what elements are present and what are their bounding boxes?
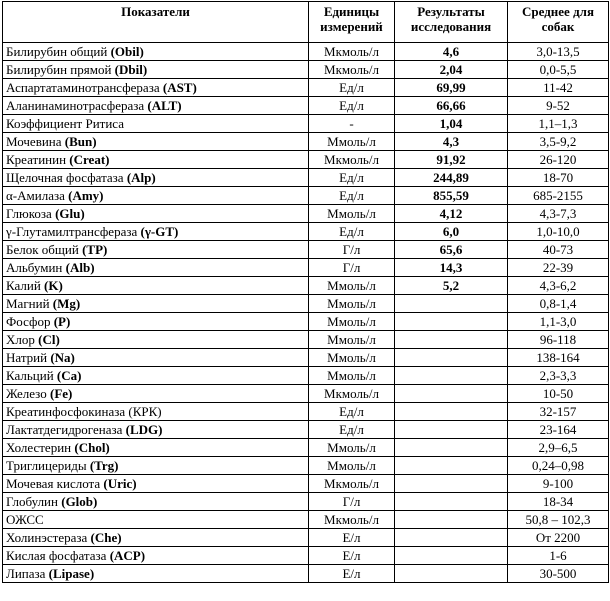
indicator-cell [3, 439, 309, 457]
indicator-name: Глюкоза [6, 206, 52, 221]
norm-cell: 0,0-5,5 [508, 61, 609, 79]
table-row [3, 511, 609, 529]
result-cell: 91,92 [395, 151, 508, 169]
unit-cell: Г/л [309, 493, 395, 511]
unit-cell: Ммоль/л [309, 349, 395, 367]
indicator-name: α-Амилаза [6, 188, 65, 203]
indicator-name: Калий [6, 278, 41, 293]
table-header [3, 2, 609, 43]
norm-cell: От 2200 [508, 529, 609, 547]
indicator-name: Хлор [6, 332, 35, 347]
indicator-name: Натрий [6, 350, 48, 365]
result-cell [395, 565, 508, 583]
indicator-name: Фосфор [6, 314, 51, 329]
indicator-name: Белок общий [6, 242, 79, 257]
indicator-cell [3, 97, 309, 115]
indicator-abbreviation: (LDG) [125, 422, 163, 437]
indicator-cell [3, 349, 309, 367]
indicator-cell [3, 403, 309, 421]
indicator-name: Коэффициент Ритиса [6, 116, 125, 131]
indicator-cell [3, 43, 309, 61]
table-row [3, 205, 609, 223]
norm-cell: 22-39 [508, 259, 609, 277]
unit-cell: Ед/л [309, 97, 395, 115]
table-row [3, 475, 609, 493]
norm-cell: 1,1-3,0 [508, 313, 609, 331]
result-cell: 244,89 [395, 169, 508, 187]
indicator-name: Билирубин прямой [6, 62, 112, 77]
norm-cell: 1,0-10,0 [508, 223, 609, 241]
indicator-cell [3, 277, 309, 295]
indicator-cell [3, 313, 309, 331]
header-results: Результаты исследования [395, 2, 508, 43]
unit-cell: Ммоль/л [309, 133, 395, 151]
indicator-cell [3, 547, 309, 565]
indicator-abbreviation: (Trg) [89, 458, 119, 473]
norm-cell: 23-164 [508, 421, 609, 439]
result-cell [395, 367, 508, 385]
norm-cell: 138-164 [508, 349, 609, 367]
result-cell: 1,04 [395, 115, 508, 133]
result-cell [395, 439, 508, 457]
table-body [3, 43, 609, 583]
indicator-abbreviation: (Creat) [69, 152, 110, 167]
indicator-abbreviation: (ALT) [147, 98, 182, 113]
indicator-cell [3, 421, 309, 439]
unit-cell: Г/л [309, 241, 395, 259]
result-cell [395, 475, 508, 493]
table-row [3, 295, 609, 313]
norm-cell: 4,3-6,2 [508, 277, 609, 295]
indicator-abbreviation: (Ca) [56, 368, 82, 383]
result-cell: 4,12 [395, 205, 508, 223]
unit-cell: Мкмоль/л [309, 385, 395, 403]
indicator-abbreviation: (Alp) [126, 170, 156, 185]
indicator-cell [3, 511, 309, 529]
table-row [3, 97, 609, 115]
unit-cell: Ед/л [309, 403, 395, 421]
unit-cell: Е/л [309, 565, 395, 583]
table-row [3, 133, 609, 151]
indicator-name: Железо [6, 386, 47, 401]
indicator-abbreviation: (K) [44, 278, 63, 293]
indicator-name: Креатинин [6, 152, 67, 167]
norm-cell: 40-73 [508, 241, 609, 259]
unit-cell: Г/л [309, 259, 395, 277]
indicator-cell [3, 205, 309, 223]
indicator-abbreviation: (Amy) [68, 188, 104, 203]
indicator-cell [3, 367, 309, 385]
indicator-name: Холинэстераза [6, 530, 88, 545]
unit-cell: Мкмоль/л [309, 43, 395, 61]
unit-cell: Е/л [309, 529, 395, 547]
header-norm: Среднее для собак [508, 2, 609, 43]
result-cell: 66,66 [395, 97, 508, 115]
indicator-name: Холестерин [6, 440, 72, 455]
indicator-abbreviation: (Chol) [74, 440, 110, 455]
table-row [3, 151, 609, 169]
indicator-name: Липаза [6, 566, 46, 581]
unit-cell: Ммоль/л [309, 439, 395, 457]
indicator-cell [3, 79, 309, 97]
table-row [3, 43, 609, 61]
table-row [3, 313, 609, 331]
indicator-name: Кальций [6, 368, 54, 383]
indicator-cell [3, 61, 309, 79]
result-cell: 6,0 [395, 223, 508, 241]
unit-cell: Ммоль/л [309, 457, 395, 475]
table-row [3, 421, 609, 439]
unit-cell: Ммоль/л [309, 295, 395, 313]
table-row [3, 241, 609, 259]
biochemistry-table [2, 1, 609, 583]
norm-cell: 685-2155 [508, 187, 609, 205]
result-cell [395, 421, 508, 439]
unit-cell: Мкмоль/л [309, 61, 395, 79]
result-cell [395, 529, 508, 547]
norm-cell: 50,8 – 102,3 [508, 511, 609, 529]
result-cell [395, 385, 508, 403]
indicator-name: Аланинаминотрасфераза [6, 98, 145, 113]
result-cell: 65,6 [395, 241, 508, 259]
table-row [3, 223, 609, 241]
norm-cell: 2,9–6,5 [508, 439, 609, 457]
indicator-abbreviation: (Fe) [49, 386, 73, 401]
indicator-cell [3, 331, 309, 349]
table-row [3, 385, 609, 403]
indicator-abbreviation: (Che) [90, 530, 122, 545]
indicator-cell [3, 457, 309, 475]
indicator-abbreviation: (Mg) [52, 296, 81, 311]
indicator-abbreviation: (Alb) [65, 260, 95, 275]
unit-cell: Ед/л [309, 223, 395, 241]
unit-cell: Ед/л [309, 187, 395, 205]
result-cell: 5,2 [395, 277, 508, 295]
indicator-name: Магний [6, 296, 50, 311]
norm-cell: 9-100 [508, 475, 609, 493]
header-units: Единицы измерений [309, 2, 395, 43]
result-cell [395, 457, 508, 475]
result-cell [395, 295, 508, 313]
indicator-abbreviation: (Glu) [55, 206, 85, 221]
result-cell [395, 511, 508, 529]
indicator-name: Глобулин [6, 494, 58, 509]
result-cell: 4,6 [395, 43, 508, 61]
header-indicator: Показатели [3, 2, 309, 43]
indicator-name: Билирубин общий [6, 44, 108, 59]
indicator-cell [3, 169, 309, 187]
indicator-name: Триглицериды [6, 458, 87, 473]
indicator-abbreviation: (ACP) [109, 548, 146, 563]
result-cell [395, 331, 508, 349]
result-cell: 2,04 [395, 61, 508, 79]
indicator-name: Креатинфосфокиназа (КРК) [6, 404, 162, 419]
indicator-cell [3, 259, 309, 277]
indicator-cell [3, 187, 309, 205]
norm-cell: 96-118 [508, 331, 609, 349]
table-row [3, 457, 609, 475]
table-row [3, 331, 609, 349]
table-row [3, 259, 609, 277]
table-row [3, 439, 609, 457]
norm-cell: 30-500 [508, 565, 609, 583]
norm-cell: 11-42 [508, 79, 609, 97]
indicator-abbreviation: (TP) [82, 242, 108, 257]
norm-cell: 32-157 [508, 403, 609, 421]
norm-cell: 2,3-3,3 [508, 367, 609, 385]
table-row [3, 277, 609, 295]
norm-cell: 10-50 [508, 385, 609, 403]
result-cell [395, 547, 508, 565]
indicator-name: Мочевина [6, 134, 62, 149]
indicator-cell [3, 223, 309, 241]
unit-cell: Ед/л [309, 421, 395, 439]
result-cell: 69,99 [395, 79, 508, 97]
table-row [3, 349, 609, 367]
indicator-cell [3, 133, 309, 151]
table-row [3, 367, 609, 385]
norm-cell: 1-6 [508, 547, 609, 565]
table-row [3, 61, 609, 79]
indicator-cell [3, 385, 309, 403]
indicator-abbreviation: (Glob) [61, 494, 98, 509]
table-row [3, 115, 609, 133]
indicator-abbreviation: (AST) [162, 80, 197, 95]
unit-cell: Мкмоль/л [309, 511, 395, 529]
norm-cell: 3,0-13,5 [508, 43, 609, 61]
norm-cell: 9-52 [508, 97, 609, 115]
indicator-name: Кислая фосфатаза [6, 548, 107, 563]
table-row [3, 187, 609, 205]
table-row [3, 547, 609, 565]
indicator-abbreviation: (Lipase) [48, 566, 95, 581]
indicator-name: γ-Глутамилтрансфераза [6, 224, 138, 239]
unit-cell: Е/л [309, 547, 395, 565]
result-cell [395, 403, 508, 421]
indicator-abbreviation: (γ-GT) [140, 224, 179, 239]
unit-cell: Ммоль/л [309, 313, 395, 331]
unit-cell: Ед/л [309, 79, 395, 97]
indicator-cell [3, 295, 309, 313]
table-row [3, 403, 609, 421]
table-row [3, 169, 609, 187]
indicator-name: Лактатдегидрогеназа [6, 422, 123, 437]
indicator-abbreviation: (Dbil) [114, 62, 148, 77]
unit-cell: Мкмоль/л [309, 151, 395, 169]
indicator-cell [3, 475, 309, 493]
unit-cell: - [309, 115, 395, 133]
indicator-name: Мочевая кислота [6, 476, 101, 491]
unit-cell: Ед/л [309, 169, 395, 187]
norm-cell: 26-120 [508, 151, 609, 169]
norm-cell: 0,24–0,98 [508, 457, 609, 475]
result-cell [395, 313, 508, 331]
table-row [3, 79, 609, 97]
result-cell [395, 493, 508, 511]
indicator-abbreviation: (Obil) [110, 44, 144, 59]
unit-cell: Ммоль/л [309, 277, 395, 295]
indicator-abbreviation: (Cl) [38, 332, 60, 347]
result-cell [395, 349, 508, 367]
indicator-name: Щелочная фосфатаза [6, 170, 124, 185]
indicator-abbreviation: (Na) [50, 350, 75, 365]
indicator-cell [3, 115, 309, 133]
indicator-cell [3, 151, 309, 169]
indicator-cell [3, 565, 309, 583]
table-row [3, 565, 609, 583]
header-row [3, 2, 609, 43]
unit-cell: Ммоль/л [309, 205, 395, 223]
indicator-abbreviation: (P) [53, 314, 71, 329]
table-row [3, 529, 609, 547]
result-cell: 4,3 [395, 133, 508, 151]
indicator-cell [3, 493, 309, 511]
norm-cell: 3,5-9,2 [508, 133, 609, 151]
indicator-name: ОЖСС [6, 512, 44, 527]
norm-cell: 4,3-7,3 [508, 205, 609, 223]
unit-cell: Ммоль/л [309, 331, 395, 349]
table-row [3, 493, 609, 511]
indicator-abbreviation: (Bun) [64, 134, 97, 149]
result-cell: 14,3 [395, 259, 508, 277]
indicator-name: Аспартатаминотрансфераза [6, 80, 160, 95]
norm-cell: 18-70 [508, 169, 609, 187]
indicator-abbreviation: (Uric) [103, 476, 137, 491]
indicator-name: Альбумин [6, 260, 63, 275]
norm-cell: 18-34 [508, 493, 609, 511]
unit-cell: Ммоль/л [309, 367, 395, 385]
unit-cell: Мкмоль/л [309, 475, 395, 493]
result-cell: 855,59 [395, 187, 508, 205]
indicator-cell [3, 529, 309, 547]
norm-cell: 1,1–1,3 [508, 115, 609, 133]
norm-cell: 0,8-1,4 [508, 295, 609, 313]
indicator-cell [3, 241, 309, 259]
